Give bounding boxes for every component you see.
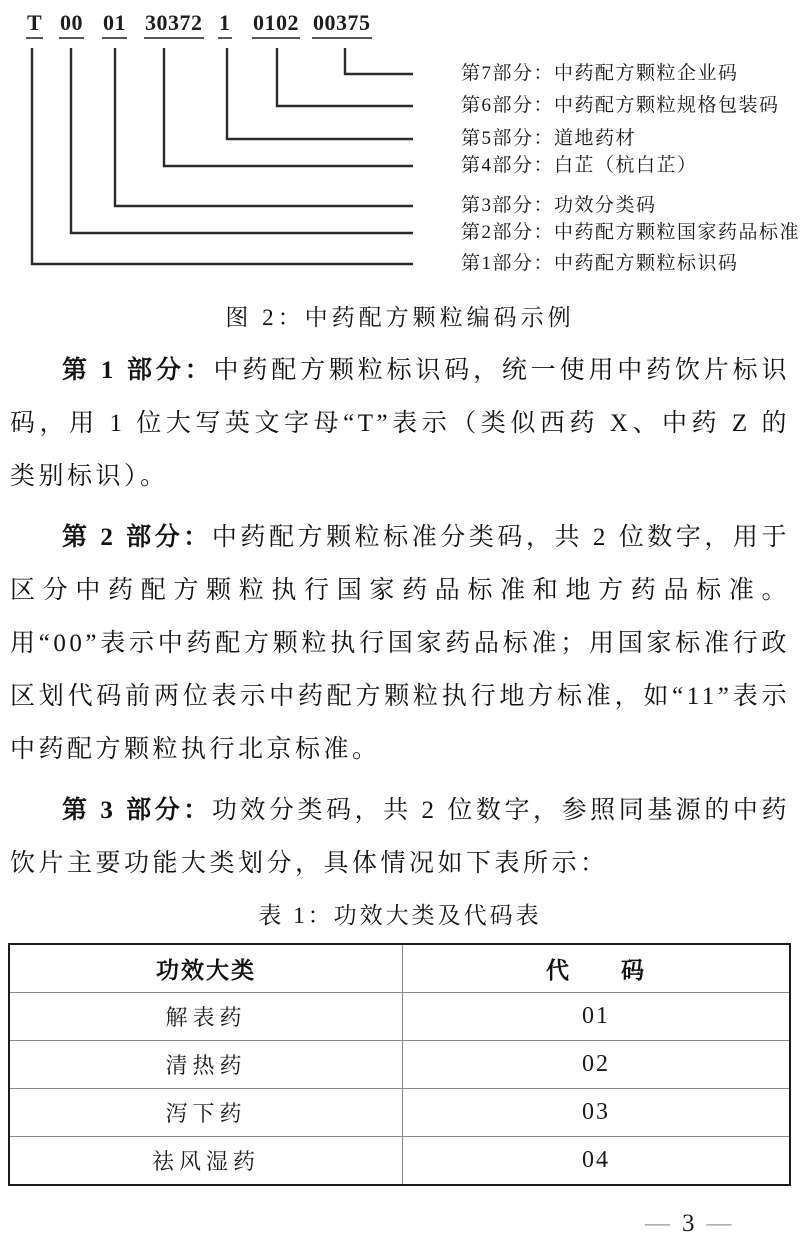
diagram-label-part1: 第1部分：中药配方颗粒标识码: [461, 253, 739, 274]
diagram-label-part4: 第4部分：白芷（杭白芷）: [461, 155, 698, 176]
paragraph-part1-text: 中药配方颗粒标识码，统一使用中药饮片标识码，用 1 位大写英文字母“T”表示（类似西药 X、中药 Z 的类别标识）。: [10, 357, 790, 490]
cell-code: 01: [403, 993, 791, 1041]
code-segment-00375: 00375: [312, 10, 372, 39]
cell-code: 02: [403, 1041, 791, 1089]
table-row: [9, 1137, 790, 1186]
code-segment-0102: 0102: [252, 10, 300, 39]
diagram-label-part6: 第6部分：中药配方颗粒规格包装码: [461, 95, 780, 116]
code-segment-01: 01: [102, 10, 127, 39]
efficacy-code-table: [8, 943, 791, 1186]
code-segment-00: 00: [59, 10, 84, 39]
table-header-row: [9, 944, 790, 993]
cell-category: 清热药: [9, 1041, 403, 1089]
table-row: [9, 1089, 790, 1137]
page-number-dash-left: —: [645, 1210, 670, 1237]
table-caption: 表 1：功效大类及代码表: [258, 903, 542, 928]
figure-caption: 图 2：中药配方颗粒编码示例: [225, 305, 575, 330]
header-code: 代 码: [403, 944, 791, 993]
diagram-label-part7: 第7部分：中药配方颗粒企业码: [461, 63, 739, 84]
cell-code: 04: [403, 1137, 791, 1186]
paragraph-part3-text: 功效分类码，共 2 位数字，参照同基源的中药饮片主要功能大类划分，具体情况如下表所示：: [10, 797, 790, 877]
table-row: [9, 993, 790, 1041]
code-segment-30372: 30372: [144, 10, 204, 39]
paragraph-part2-lead: 第 2 部分：: [62, 524, 212, 551]
paragraph-part1-lead: 第 1 部分：: [62, 357, 214, 384]
paragraph-part3: [10, 784, 790, 890]
code-segment-1: 1: [218, 10, 232, 39]
diagram-connector-lines: [0, 0, 800, 290]
paragraph-part3-lead: 第 3 部分：: [62, 797, 212, 824]
cell-code: 03: [403, 1089, 791, 1137]
paragraph-part2: [10, 511, 790, 776]
header-category: 功效大类: [9, 944, 403, 993]
code-segment-t: T: [26, 10, 43, 39]
page-number: [645, 1210, 732, 1238]
page-number-dash-right: —: [706, 1210, 732, 1237]
diagram-label-part5: 第5部分：道地药材: [461, 128, 637, 149]
cell-category: 祛风湿药: [9, 1137, 403, 1186]
diagram-label-part3: 第3部分：功效分类码: [461, 195, 657, 216]
cell-category: 泻下药: [9, 1089, 403, 1137]
paragraph-part2-text: 中药配方颗粒标准分类码，共 2 位数字，用于区分中药配方颗粒执行国家药品标准和地方药品标准。用“00”表示中药配方颗粒执行国家药品标准；用国家标准行政区划代码前两位表示中药配方颗粒执行地方标准，如“11”表示中药配方颗粒执行北京标准。: [10, 524, 790, 763]
diagram-label-part2: 第2部分：中药配方颗粒国家药品标准: [461, 222, 800, 243]
table-row: [9, 1041, 790, 1089]
page-number-value: 3: [682, 1210, 695, 1237]
paragraph-part1: [10, 344, 790, 503]
cell-category: 解表药: [9, 993, 403, 1041]
